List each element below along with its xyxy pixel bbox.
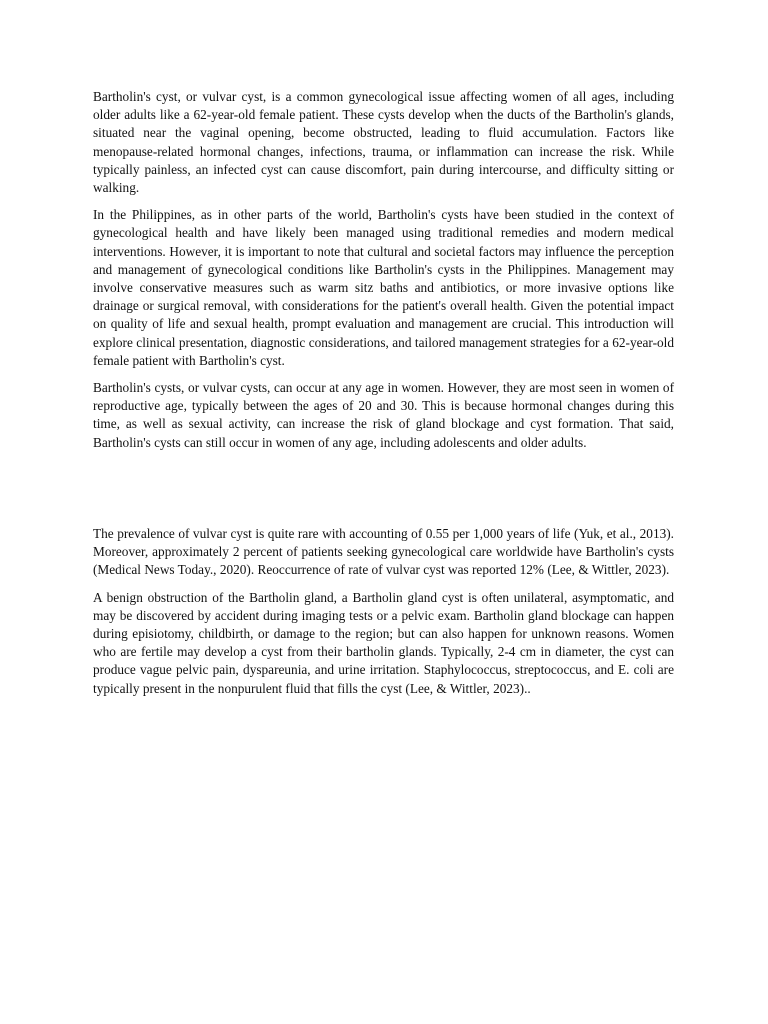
paragraph-definition: Bartholin's cyst, or vulvar cyst, is a common gynecological issue affecting women of all ages, including older adults like a 62-year-old female patient. These cysts develop when the ducts of the Bartholin's glands, situated near the vaginal opening, become obstructed, leading to fluid accumulation. Factors like menopause-related hormonal changes, infections, trauma, or inflammation can increase the risk. While typically painless, an infected cyst can cause discomfort, pain during intercourse, and difficulty sitting or walking. xyxy=(93,89,674,196)
section-prevalence xyxy=(93,525,674,707)
section-introduction xyxy=(93,88,674,461)
paragraph-age-occurrence: Bartholin's cysts, or vulvar cysts, can occur at any age in women. However, they are most seen in women of reproductive age, typically between the ages of 20 and 30. This is because hormonal changes during this time, as well as sexual activity, can increase the risk of gland blockage and cyst formation. That said, Bartholin's cysts can still occur in women of any age, including adolescents and older adults. xyxy=(93,380,674,450)
paragraph-pathophysiology: A benign obstruction of the Bartholin gland, a Bartholin gland cyst is often unilateral, asymptomatic, and may be discovered by accident during imaging tests or a pelvic exam. Bartholin gland blockage can happen during episiotomy, childbirth, or damage to the region; but can also happen for unknown reasons. Women who are fertile may develop a cyst from their bartholin glands. Typically, 2-4 cm in diameter, the cyst can produce vague pelvic pain, dyspareunia, and urine irritation. Staphylococcus, streptococcus, and E. coli are typically present in the nonpurulent fluid that fills the cyst (Lee, & Wittler, 2023).. xyxy=(93,589,674,696)
paragraph-philippines-context: In the Philippines, as in other parts of the world, Bartholin's cysts have been studied in the context of gynecological health and have likely been managed using traditional remedies and modern medical interventions. However, it is important to note that cultural and societal factors may influence the perception and management of gynecological conditions like Bartholin's cysts in the Philippines. Management may involve conservative measures such as warm sitz baths and antibiotics, or more invasive options like drainage or surgical removal, with considerations for the patient's overall health. Given the potential impact on quality of life and sexual health, prompt evaluation and management are crucial. This introduction will explore clinical presentation, diagnostic considerations, and tailored management strategies for a 62-year-old female patient with Bartholin's cyst. xyxy=(93,207,674,368)
paragraph-prevalence: The prevalence of vulvar cyst is quite rare with accounting of 0.55 per 1,000 years of life (Yuk, et al., 2013). Moreover, approximately 2 percent of patients seeking gynecological care worldwide have Bartholin's cysts (Medical News Today., 2020). Reoccurrence of rate of vulvar cyst was reported 12% (Lee, & Wittler, 2023). xyxy=(93,526,674,578)
